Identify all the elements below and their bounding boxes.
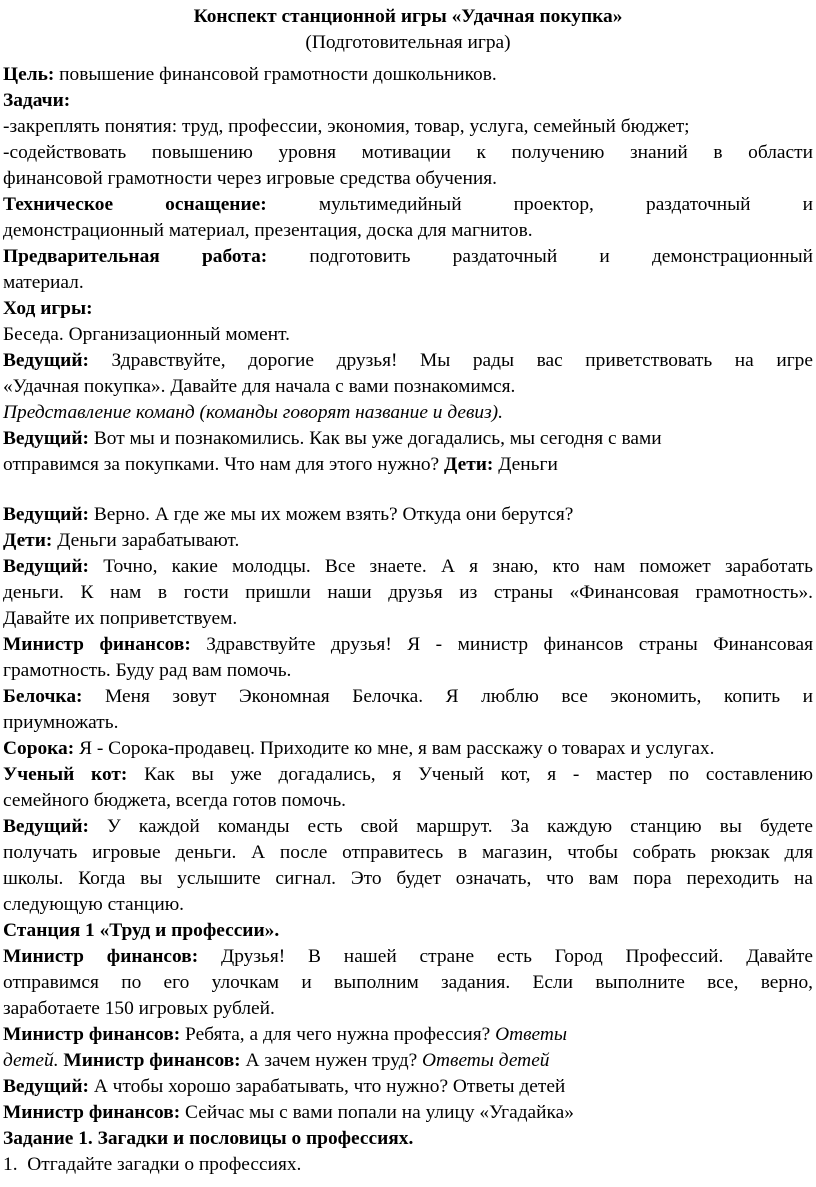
text-line [0,140,816,166]
text-run: грамотность. Буду рад вам помочь. [3,660,292,681]
bold-run: Ведущий: [3,556,89,577]
text-run: Точно, какие молодцы. Все знаете. А я знаю, кто нам поможет заработать [88,556,813,577]
text-run: Как вы уже догадались, я Ученый кот, я - мастер по составлению [127,764,813,785]
text-line [0,270,816,296]
italic-run: Ответы детей [422,1050,550,1071]
text-line [0,944,816,970]
text-run: Вот мы и познакомились. Как вы уже догадались, мы сегодня с вами [88,428,662,449]
text-line [0,892,816,918]
text-run: школы. Когда вы услышите сигнал. Это будет означать, что вам пора переходить на [3,868,813,889]
document-subtitle: (Подготовительная игра) [305,32,511,53]
text-run: семейного бюджета, всегда готов помочь. [3,790,347,811]
text-run: отправимся по его улочкам и выполним задания. Если выполните все, верно, [3,972,813,993]
text-run: У каждой команды есть свой маршрут. За каждую станцию вы будете [88,816,813,837]
text-line [0,400,816,426]
text-run: Деньги зарабатывают. [52,530,240,551]
text-line [0,192,816,218]
bold-run: Министр финансов: [3,1102,181,1123]
text-line [0,554,816,580]
text-run: Деньги [493,454,558,475]
text-line [0,1100,816,1126]
bold-run: Министр финансов: [63,1050,241,1071]
text-line [0,244,816,270]
text-run: Ребята, а для чего нужна профессия? [180,1024,496,1045]
text-run: Друзья! В нашей стране есть Город Профессий. Давайте [198,946,813,967]
text-run: демонстрационный материал, презентация, доска для магнитов. [3,220,533,241]
text-line [0,762,816,788]
text-line [0,970,816,996]
text-run: Беседа. Организационный момент. [3,324,291,345]
bold-run: Ведущий: [3,350,89,371]
text-run: приумножать. [3,712,119,733]
text-line [0,580,816,606]
bold-run: Ведущий: [3,816,89,837]
text-run: А чтобы хорошо зарабатывать, что нужно? Ответы детей [88,1076,566,1097]
bold-run: Задание 1. Загадки и пословицы о профессиях. [3,1128,414,1149]
text-run: Я - Сорока-продавец. Приходите ко мне, я вам расскажу о товарах и услугах. [74,738,715,759]
text-line [0,218,816,244]
text-line [0,736,816,762]
bold-run: Станция 1 «Труд и профессии». [3,920,280,941]
text-run: Сейчас мы с вами попали на улицу «Угадайка» [180,1102,574,1123]
italic-run: Представление команд (команды говорят название и девиз). [3,402,503,423]
text-line [0,452,816,478]
text-line [0,840,816,866]
bold-run: Ход игры: [3,298,93,319]
bold-run: Дети: [3,530,53,551]
text-line [0,866,816,892]
document-title: Конспект станционной игры «Удачная покупка» [193,6,623,27]
text-run: подготовить раздаточный и демонстрационный [267,246,813,267]
text-run: Верно. А где же мы их можем взять? Откуда они берутся? [88,504,574,525]
text-run: Здравствуйте друзья! Я - министр финансов страны Финансовая [190,634,813,655]
text-line [0,710,816,736]
bold-run: Белочка: [3,686,83,707]
text-run: отправимся за покупками. Что нам для этого нужно? [3,454,445,475]
bold-run: Предварительная работа: [3,246,268,267]
text-run: заработаете 150 игровых рублей. [3,998,275,1019]
italic-run: Ответы [495,1024,567,1045]
bold-run: Министр финансов: [3,634,191,655]
text-run: Давайте их поприветствуем. [3,608,238,629]
text-line [0,426,816,452]
text-run: -закреплять понятия: труд, профессии, экономия, товар, услуга, семейный бюджет; [3,116,690,137]
text-run: 1. Отгадайте загадки о профессиях. [3,1154,302,1175]
text-line [0,918,816,944]
text-line [0,528,816,554]
bold-run: Министр финансов: [3,1024,181,1045]
bold-run: Задачи: [3,90,71,111]
text-line [0,1022,816,1048]
italic-run: детей. [3,1050,59,1071]
text-line [0,1074,816,1100]
bold-run: Сорока: [3,738,75,759]
text-line [0,62,816,88]
text-run: деньги. К нам в гости пришли наши друзья из страны «Финансовая грамотность». [3,582,813,603]
text-line [0,88,816,114]
text-line [0,114,816,140]
text-line [0,1126,816,1152]
bold-run: Ведущий: [3,428,89,449]
text-line [0,996,816,1022]
text-run: повышение финансовой грамотности дошкольников. [54,64,497,85]
text-line [0,502,816,528]
text-line [0,632,816,658]
text-run: «Удачная покупка». Давайте для начала с вами познакомимся. [3,376,516,397]
text-run: А зачем нужен труд? [240,1050,423,1071]
text-run: получать игровые деньги. А после отправитесь в магазин, чтобы собрать рюкзак для [3,842,813,863]
bold-run: Ведущий: [3,504,89,525]
text-line [0,296,816,322]
text-line [0,1152,816,1178]
bold-run: Дети: [444,454,494,475]
bold-run: Ученый кот: [3,764,128,785]
text-run: мультимедийный проектор, раздаточный и [266,194,814,215]
text-line [0,684,816,710]
text-run: Меня зовут Экономная Белочка. Я люблю все экономить, копить и [82,686,813,707]
text-line [0,374,816,400]
text-line [0,322,816,348]
bold-run: Министр финансов: [3,946,199,967]
text-run: Здравствуйте, дорогие друзья! Мы рады вас приветствовать на игре [88,350,813,371]
text-line [0,1048,816,1074]
text-line [0,658,816,684]
bold-run: Техническое оснащение: [3,194,267,215]
text-line [0,348,816,374]
text-run: следующую станцию. [3,894,185,915]
text-run: материал. [3,272,84,293]
text-line [0,166,816,192]
text-run: -содействовать повышению уровня мотивации к получению знаний в области [3,142,813,163]
text-line [0,788,816,814]
bold-run: Цель: [3,64,55,85]
text-line [0,814,816,840]
text-line [0,606,816,632]
text-run: финансовой грамотности через игровые средства обучения. [3,168,497,189]
bold-run: Ведущий: [3,1076,89,1097]
